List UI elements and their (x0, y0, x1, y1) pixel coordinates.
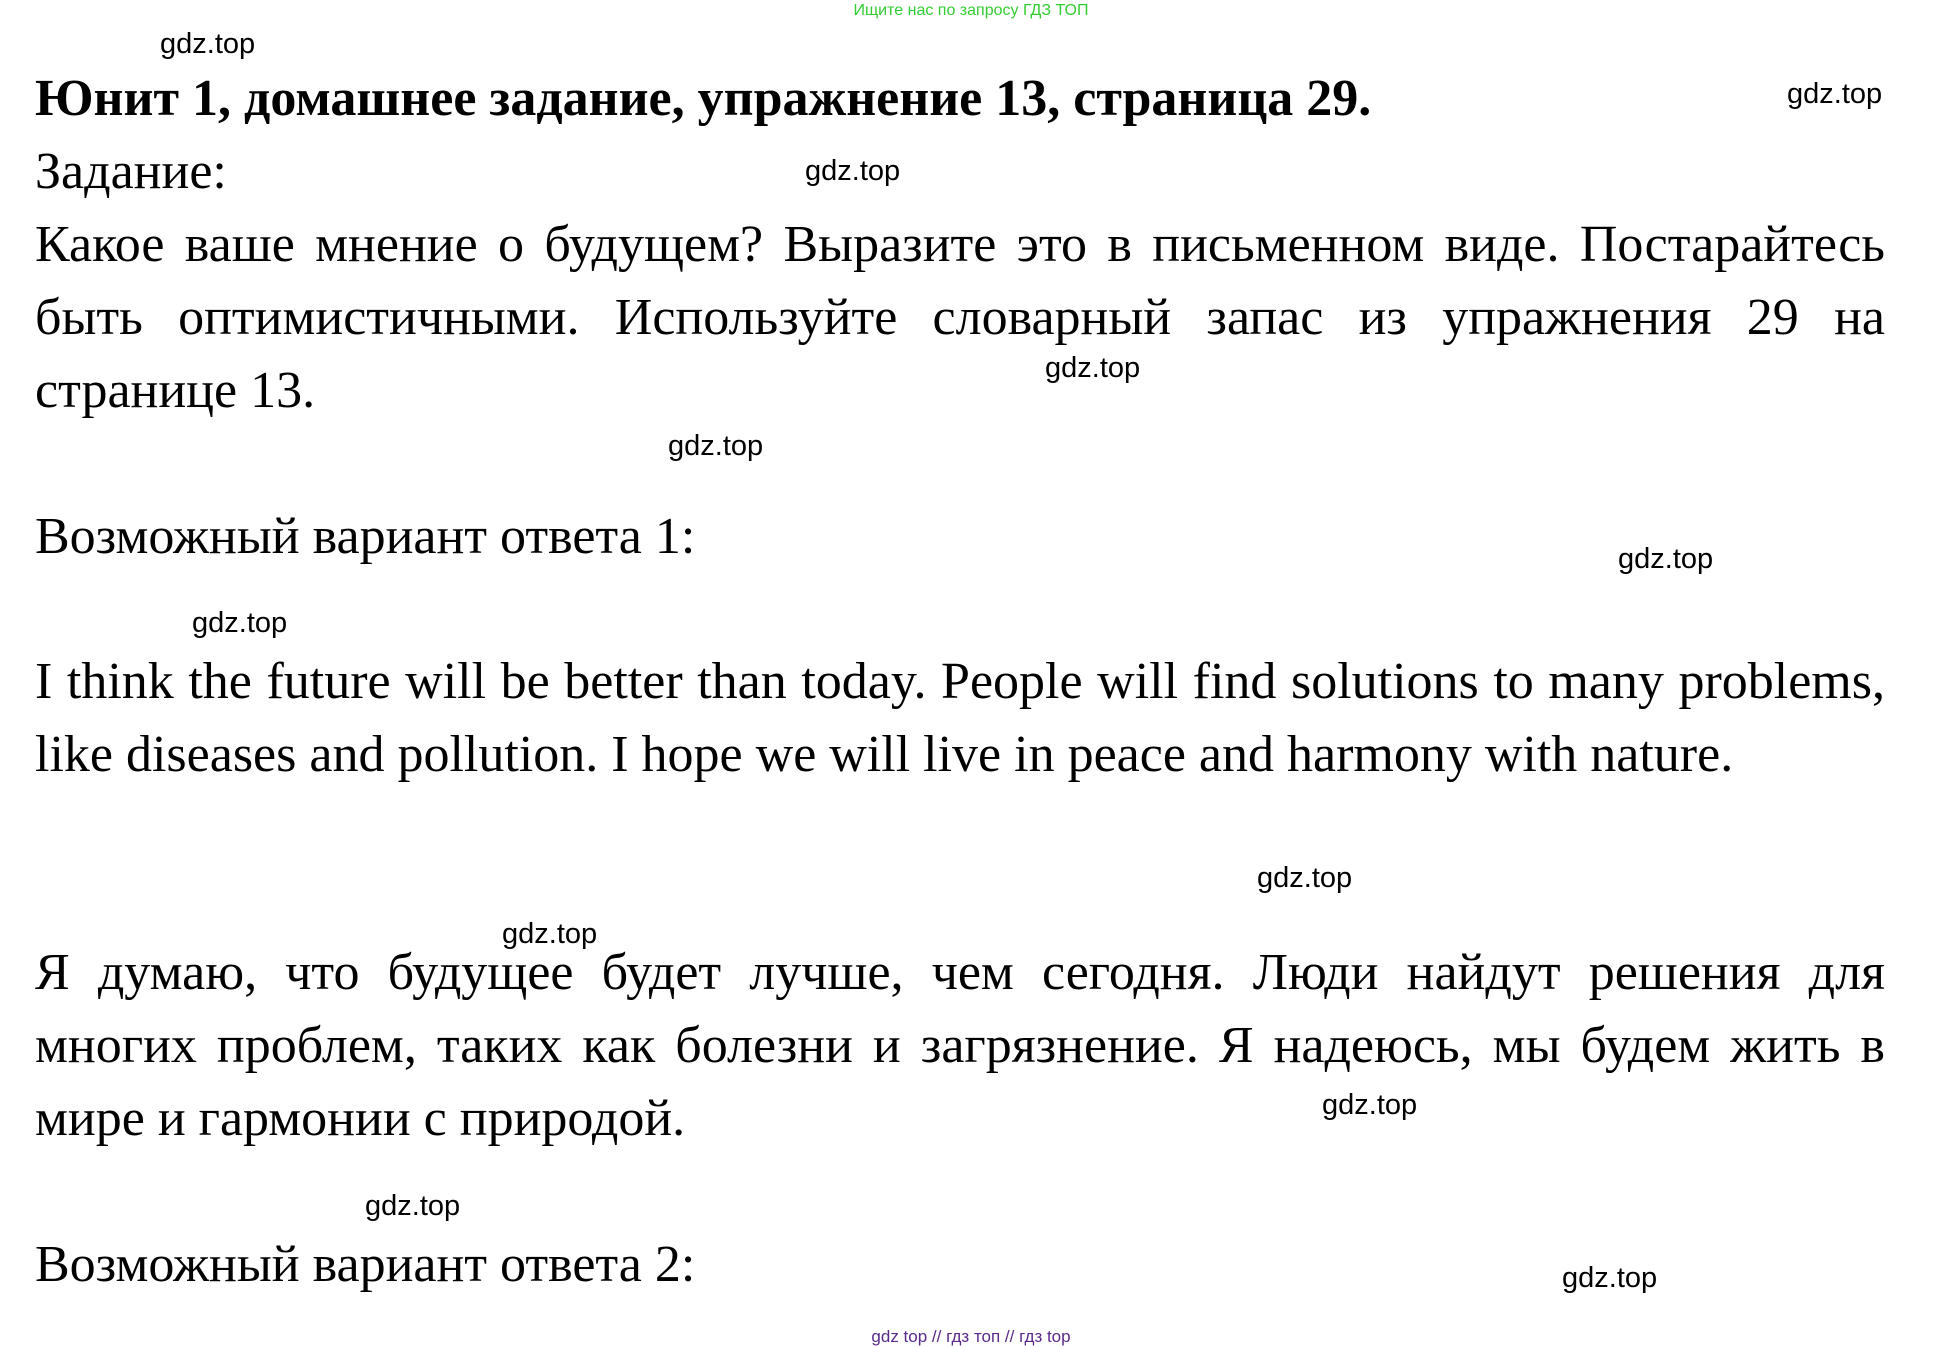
page-title: Юнит 1, домашнее задание, упражнение 13, страница 29. (35, 70, 1372, 127)
watermark: gdz.top (502, 918, 598, 950)
answer1-english-text: I think the future will be better than today. People will find solutions to many problems, like diseases and pollution. I hope we will live in peace and harmony with nature. (35, 653, 1885, 783)
footer-watermark: gdz top // гдз топ // гдз top (871, 1327, 1071, 1346)
watermark: gdz.top (160, 28, 256, 60)
watermark: gdz.top (1562, 1262, 1658, 1294)
watermark: gdz.top (1787, 78, 1883, 110)
watermark: gdz.top (805, 155, 901, 187)
answer1-russian-text: Я думаю, что будущее будет лучше, чем сегодня. Люди найдут решения для многих проблем, таких как болезни и загрязнение. Я надеюсь, мы будем жить в мире и гармонии с природой. (35, 944, 1885, 1147)
top-banner: Ищите нас по запросу ГДЗ ТОП (853, 2, 1089, 19)
watermark: gdz.top (365, 1190, 461, 1222)
watermark: gdz.top (668, 430, 764, 462)
watermark: gdz.top (1045, 352, 1141, 384)
watermark: gdz.top (192, 607, 288, 639)
answer2-label: Возможный вариант ответа 2: (35, 1236, 696, 1293)
answer1-label: Возможный вариант ответа 1: (35, 508, 696, 565)
task-label: Задание: (35, 143, 227, 200)
task-text: Какое ваше мнение о будущем? Выразите это в письменном виде. Постарайтесь быть оптимистичными. Используйте словарный запас из упражнения 29 на странице 13. (35, 216, 1885, 419)
watermark: gdz.top (1618, 543, 1714, 575)
watermark: gdz.top (1257, 862, 1353, 894)
watermark: gdz.top (1322, 1089, 1418, 1121)
